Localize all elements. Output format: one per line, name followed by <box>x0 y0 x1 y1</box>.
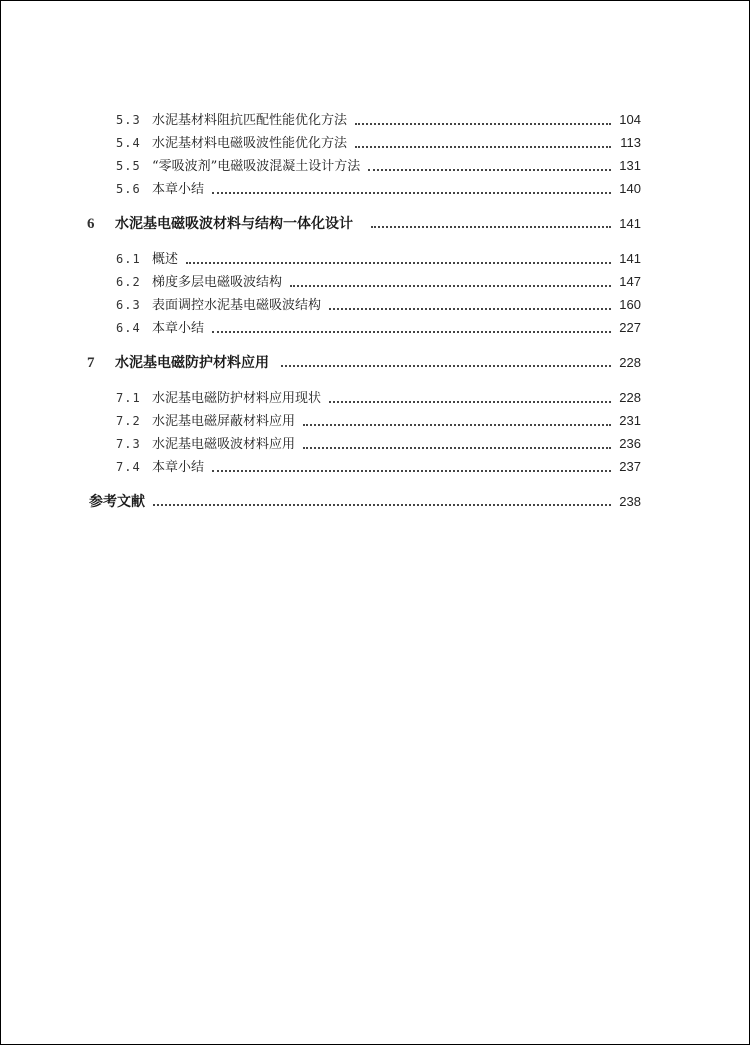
page-number: 113 <box>620 135 641 150</box>
section-title: 梯度多层电磁吸波结构 <box>152 275 283 290</box>
page-number: 236 <box>619 436 641 451</box>
page-number: 141 <box>619 216 641 231</box>
section-title: 本章小结 <box>152 321 205 336</box>
toc-entry-7-3 <box>116 435 641 454</box>
page-number: 227 <box>619 320 641 335</box>
toc-entry-5-3 <box>116 111 641 130</box>
chapter-number: 6 <box>87 216 95 232</box>
dot-leader <box>153 504 611 506</box>
section-title: 本章小结 <box>152 460 205 475</box>
dot-leader <box>368 169 611 171</box>
toc-entry-5-4 <box>116 134 641 153</box>
section-number: 7.2 <box>116 414 141 428</box>
toc-chapter-7 <box>87 354 641 372</box>
toc-entry-5-5 <box>116 157 641 176</box>
section-number: 6.4 <box>116 321 141 335</box>
section-number: 5.4 <box>116 136 141 150</box>
toc-entry-6-4 <box>116 319 641 338</box>
page-number: 231 <box>619 413 641 428</box>
section-title: 水泥基电磁屏蔽材料应用 <box>152 414 296 429</box>
dot-leader <box>355 123 611 125</box>
page-number: 238 <box>619 494 641 509</box>
page-number: 147 <box>619 274 641 289</box>
dot-leader <box>355 146 611 148</box>
toc-entry-7-4 <box>116 458 641 477</box>
section-title: 本章小结 <box>152 182 205 197</box>
section-title: 水泥基电磁吸波材料应用 <box>152 437 296 452</box>
section-number: 6.3 <box>116 298 141 312</box>
page-number: 160 <box>619 297 641 312</box>
chapter-title: 水泥基电磁防护材料应用 <box>115 355 269 371</box>
page-number: 141 <box>619 251 641 266</box>
section-title: 表面调控水泥基电磁吸波结构 <box>152 298 322 313</box>
dot-leader <box>212 470 611 472</box>
dot-leader <box>186 262 611 264</box>
section-number: 6.2 <box>116 275 141 289</box>
section-number: 5.3 <box>116 113 141 127</box>
dot-leader <box>329 308 611 310</box>
section-title: 水泥基电磁防护材料应用现状 <box>152 391 322 406</box>
dot-leader <box>281 365 611 367</box>
references-title: 参考文献 <box>89 494 145 510</box>
section-title: 水泥基材料电磁吸波性能优化方法 <box>152 136 348 151</box>
page-number: 228 <box>619 390 641 405</box>
dot-leader <box>371 226 611 228</box>
toc-references <box>89 493 641 511</box>
page-number: 131 <box>619 158 641 173</box>
toc-entry-6-2 <box>116 273 641 292</box>
dot-leader <box>212 331 611 333</box>
dot-leader <box>290 285 611 287</box>
section-number: 5.5 <box>116 159 141 173</box>
section-title: 水泥基材料阻抗匹配性能优化方法 <box>152 113 348 128</box>
toc-entry-5-6 <box>116 180 641 199</box>
section-number: 7.3 <box>116 437 141 451</box>
chapter-number: 7 <box>87 355 95 371</box>
dot-leader <box>212 192 611 194</box>
page-number: 140 <box>619 181 641 196</box>
section-title: 概述 <box>152 252 179 267</box>
dot-leader <box>303 424 611 426</box>
section-number: 5.6 <box>116 182 141 196</box>
section-title: “零吸波剂”电磁吸波混凝土设计方法 <box>152 159 361 174</box>
dot-leader <box>303 447 611 449</box>
chapter-title: 水泥基电磁吸波材料与结构一体化设计 <box>115 216 353 232</box>
dot-leader <box>329 401 611 403</box>
toc-entry-7-2 <box>116 412 641 431</box>
section-number: 7.4 <box>116 460 141 474</box>
toc-entry-6-3 <box>116 296 641 315</box>
section-number: 6.1 <box>116 252 141 266</box>
toc-chapter-6 <box>87 215 641 233</box>
page-number: 237 <box>619 459 641 474</box>
section-number: 7.1 <box>116 391 141 405</box>
page-number: 104 <box>619 112 641 127</box>
page-number: 228 <box>619 355 641 370</box>
toc-entry-6-1 <box>116 250 641 269</box>
toc-entry-7-1 <box>116 389 641 408</box>
